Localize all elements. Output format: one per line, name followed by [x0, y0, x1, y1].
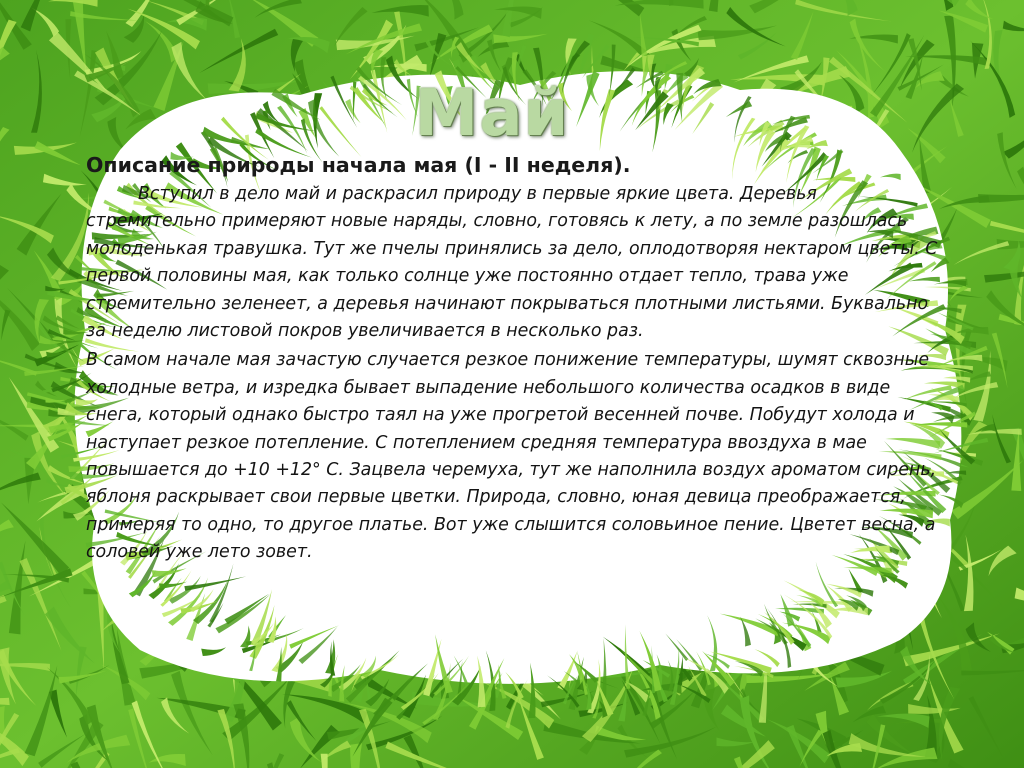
section-heading: Описание природы начала мая (I - II неделя).: [86, 153, 631, 177]
paragraph-1: Вступил в дело май и раскрасил природу в первые яркие цвета. Деревья стремительно примеряют новые наряды, словно, готовясь к лету, а по земле разошлась молоденькая травушка. Тут же пчелы принялись за дело, оплодотворяя нектаром цветы. С первой половины мая, как только солнце уже постоянно отдает тепло, трава уже стремительно зеленеет, а деревья начинают покрываться плотными листьями. Буквально за неделю листовой покров увеличивается в несколько раз.: [86, 184, 938, 342]
slide-title: Май: [414, 77, 570, 151]
text-content: [86, 150, 946, 567]
paragraph-2: В самом начале мая зачастую случается резкое понижение температуры, шумят сквозные холодные ветра, и изредка бывает выпадение небольшого количества осадков в виде снега, который однако быстро таял на уже прогретой весенней почве. Побудут холода и наступает резкое потепление. С потеплением средняя температура ввоздуха в мае повышается до +10 +12° С. Зацвела черемуха, тут же наполнила воздух ароматом сирень, яблоня раскрывает свои первые цветки. Природа, словно, юная девица преображается, примеряя то одно, то другое платье. Вот уже слышится соловьиное пение. Цветет весна, а соловей уже лето зовет.: [86, 350, 937, 563]
